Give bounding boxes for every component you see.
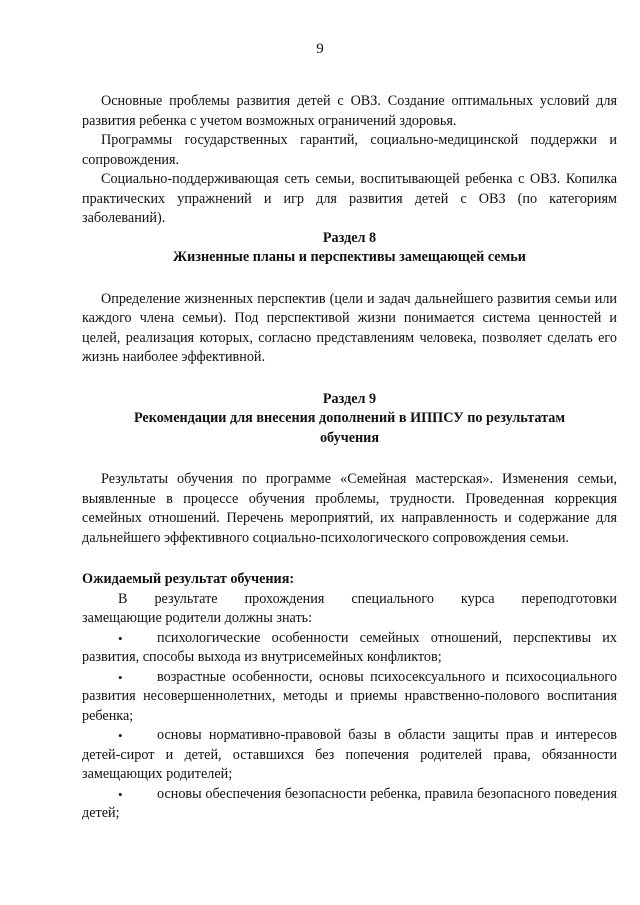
section9-title-line2: обучения [319, 429, 380, 446]
intro-word: специального [351, 590, 434, 607]
intro-word: переподготовки [521, 590, 617, 607]
section7-paragraph-1: Основные проблемы развития детей с ОВЗ. Создание оптимальных условий для развития ребенка с учетом возможных ограничений здоровья. [82, 93, 617, 129]
bullet-item [82, 629, 617, 668]
intro-word: В [118, 590, 128, 607]
bullet-text: основы обеспечения безопасности ребенка, правила безопасного поведения детей; [82, 785, 617, 821]
bullet-text: основы нормативно-правовой базы в области защиты прав и интересов детей-сирот и детей, оставшихся без попечения родителей права, обязанности замещающих родителей; [82, 727, 617, 782]
intro-word: результате [154, 590, 218, 607]
bullet-text: возрастные особенности, основы психосексуального и психосоциального развития несовершеннолетних, методы и приемы нравственно-полового воспитания ребенка; [82, 668, 617, 724]
section7-paragraph-2: Программы государственных гарантий, социально-медицинской поддержки и сопровождения. [82, 132, 617, 168]
section8-title: Жизненные планы и перспективы замещающей семьи [173, 249, 526, 265]
section8-paragraph: Определение жизненных перспектив (цели и задач дальнейшего развития семьи или каждого члена семьи). Под перспективой жизни понимается система ценностей и целей, реализация которых, согласно представлениям человека, позволяет сделать его жизнь наиболее эффективной. [82, 290, 617, 365]
bullet-item [82, 668, 617, 727]
bullet-icon: • [118, 728, 123, 743]
bullet-icon: • [118, 669, 123, 685]
page-content [82, 92, 617, 824]
expected-result-heading: Ожидаемый результат обучения: [82, 571, 295, 587]
bullet-text: психологические особенности семейных отношений, перспективы их развития, способы выхода из внутрисемейных конфликтов; [82, 629, 617, 665]
section9-label: Раздел 9 [322, 390, 377, 407]
page-number: 9 [316, 41, 324, 57]
intro-word: курса [460, 590, 495, 607]
intro-word: прохождения [244, 590, 325, 607]
section7-paragraph-3: Социально-поддерживающая сеть семьи, воспитывающей ребенка с ОВЗ. Копилка практических упражнений и игр для развития детей с ОВЗ (по категориям заболеваний). [82, 171, 617, 226]
section9-paragraph: Результаты обучения по программе «Семейная мастерская». Изменения семьи, выявленные в процессе обучения проблемы, трудности. Проведенная коррекция семейных отношений. Перечень мероприятий, их направленность и содержание для дальнейшего эффективного социально-психологического сопровождения семьи. [82, 471, 617, 546]
bullet-icon: • [118, 786, 123, 802]
section9-title-line1: Рекомендации для внесения дополнений в ИППСУ по результатам [133, 410, 566, 426]
bullet-item [82, 785, 617, 824]
expected-intro-rest: замещающие родители должны знать: [82, 610, 313, 626]
bullet-item [82, 726, 617, 785]
section8-label: Раздел 8 [322, 229, 377, 246]
expected-intro-line [82, 590, 617, 610]
bullet-icon: • [118, 630, 123, 646]
